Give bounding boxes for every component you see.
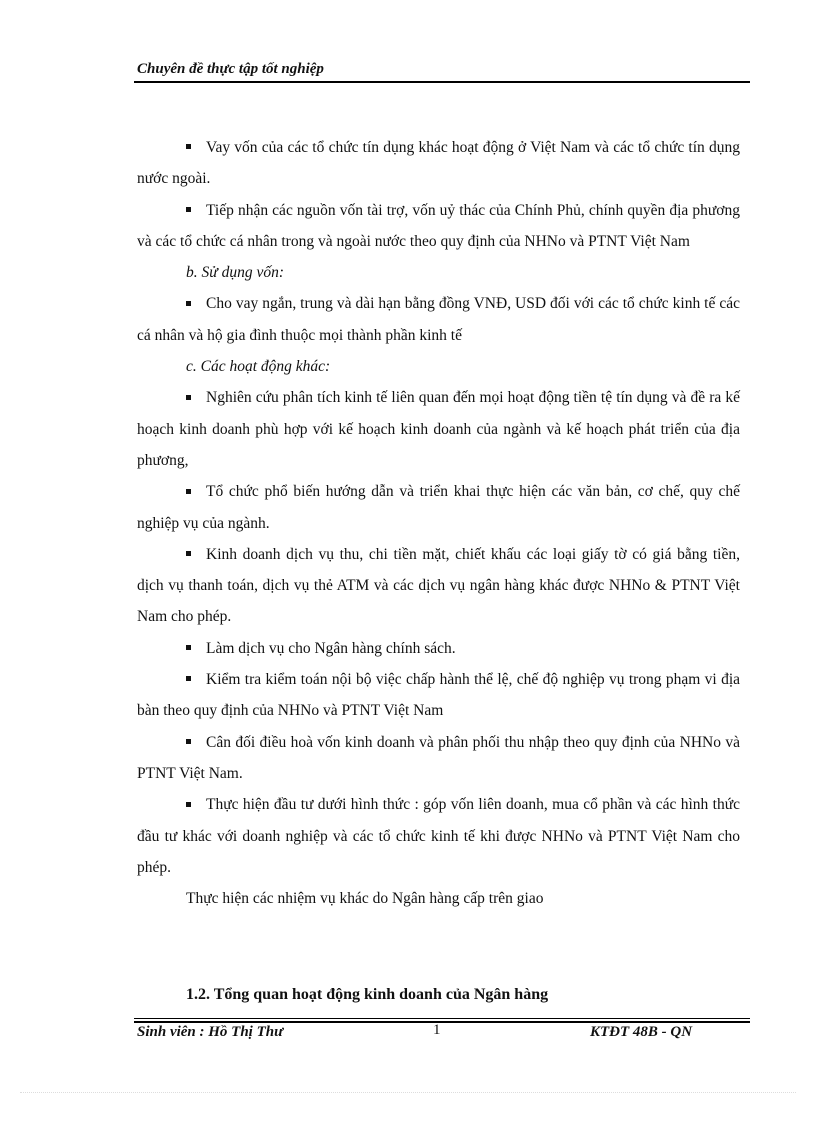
- subheading-c: c. Các hoạt động khác:: [186, 358, 331, 376]
- header-divider: [134, 81, 750, 83]
- page-bottom-dotted-line: [20, 1092, 796, 1093]
- bullet-paragraph: Làm dịch vụ cho Ngân hàng chính sách.: [137, 633, 740, 664]
- bullet-square-icon: [186, 664, 206, 695]
- page-header-title: Chuyên đề thực tập tốt nghiệp: [137, 61, 324, 77]
- subheading-b: b. Sử dụng vốn:: [186, 264, 284, 282]
- page-number: 1: [433, 1022, 441, 1038]
- footer-student-name: Sinh viên : Hồ Thị Thư: [137, 1024, 284, 1040]
- plain-paragraph: Thực hiện các nhiệm vụ khác do Ngân hàng cấp trên giao: [186, 890, 544, 908]
- bullet-paragraph: Kinh doanh dịch vụ thu, chi tiền mặt, chiết khấu các loại giấy tờ có giá bằng tiền, dịch vụ thanh toán, dịch vụ thẻ ATM và các dịch vụ ngân hàng khác được NHNo & PTNT Việt Nam cho phép.: [137, 539, 740, 633]
- bullet-square-icon: [186, 476, 206, 507]
- bullet-paragraph: Cho vay ngắn, trung và dài hạn bằng đồng VNĐ, USD đối với các tổ chức kinh tế các cá nhân và hộ gia đình thuộc mọi thành phần kinh tế: [137, 288, 740, 351]
- bullet-paragraph: Cân đối điều hoà vốn kinh doanh và phân phối thu nhập theo quy định của NHNo và PTNT Việt Nam.: [137, 727, 740, 790]
- bullet-paragraph: Tiếp nhận các nguồn vốn tài trợ, vốn uỷ thác của Chính Phủ, chính quyền địa phương và các tổ chức cá nhân trong và ngoài nước theo quy định của NHNo và PTNT Việt Nam: [137, 195, 740, 258]
- bullet-square-icon: [186, 539, 206, 570]
- bullet-paragraph: Kiểm tra kiểm toán nội bộ việc chấp hành thể lệ, chế độ nghiệp vụ trong phạm vi địa bàn theo quy định của NHNo và PTNT Việt Nam: [137, 664, 740, 727]
- bullet-paragraph: Thực hiện đầu tư dưới hình thức : góp vốn liên doanh, mua cổ phần và các hình thức đầu tư khác với doanh nghiệp và các tổ chức kinh tế khi được NHNo và PTNT Việt Nam cho phép.: [137, 789, 740, 883]
- bullet-square-icon: [186, 633, 206, 664]
- footer-divider-thick: [134, 1021, 750, 1023]
- bullet-square-icon: [186, 132, 206, 163]
- bullet-paragraph: Tổ chức phổ biến hướng dẫn và triển khai thực hiện các văn bản, cơ chế, quy chế nghiệp vụ của ngành.: [137, 476, 740, 539]
- document-body: [137, 132, 740, 914]
- footer-class-code: KTĐT 48B - QN: [590, 1024, 693, 1040]
- section-heading: 1.2. Tổng quan hoạt động kinh doanh của Ngân hàng: [186, 986, 549, 1003]
- bullet-square-icon: [186, 288, 206, 319]
- footer-divider: [134, 1018, 750, 1019]
- bullet-square-icon: [186, 789, 206, 820]
- bullet-square-icon: [186, 727, 206, 758]
- bullet-square-icon: [186, 382, 206, 413]
- bullet-paragraph: Vay vốn của các tổ chức tín dụng khác hoạt động ở Việt Nam và các tổ chức tín dụng nước ngoài.: [137, 132, 740, 195]
- bullet-paragraph: Nghiên cứu phân tích kinh tế liên quan đến mọi hoạt động tiền tệ tín dụng và đề ra kế hoạch kinh doanh phù hợp với kế hoạch kinh doanh của ngành và kế hoạch phát triển của địa phương,: [137, 382, 740, 476]
- bullet-square-icon: [186, 195, 206, 226]
